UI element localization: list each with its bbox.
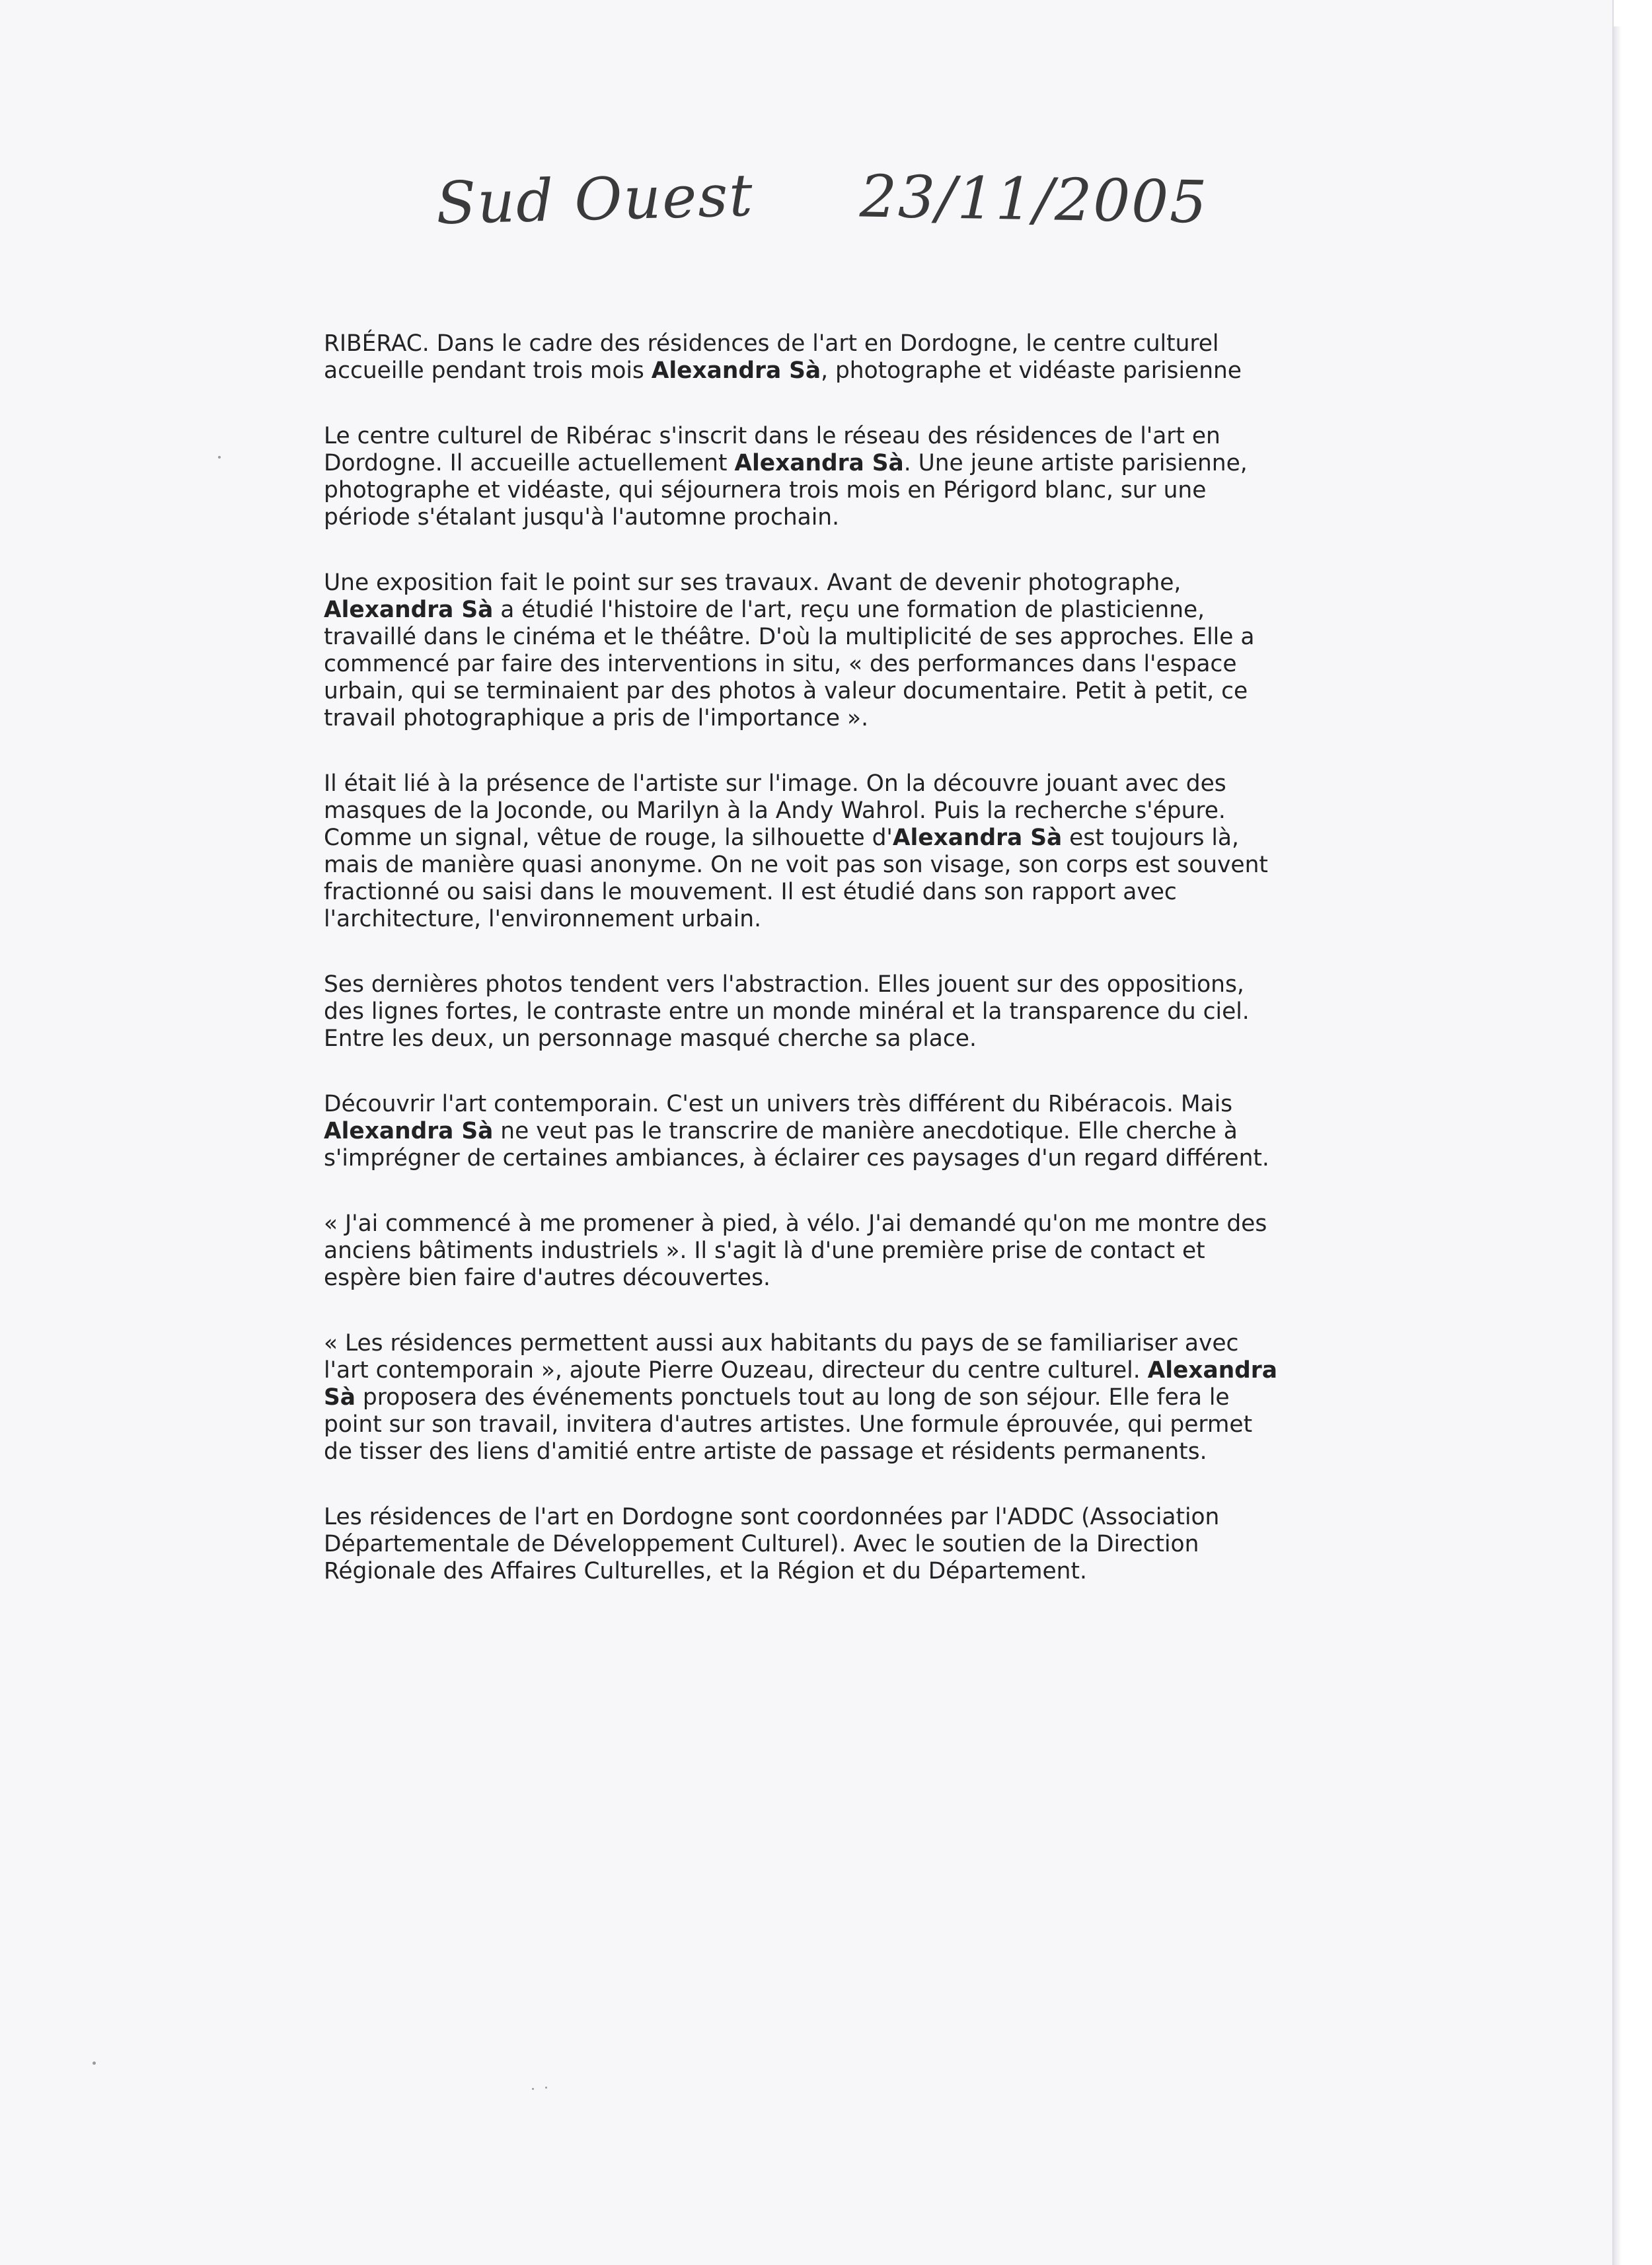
text-run: Il était lié à la présence de l'artiste sur l'image. On la découvre jouant avec des (324, 770, 1226, 797)
text-run: point sur son travail, invitera d'autres artistes. Une formule éprouvée, qui permet (324, 1411, 1253, 1438)
text-run: des lignes fortes, le contraste entre un monde minéral et la transparence du ciel. (324, 998, 1250, 1025)
text-run: Entre les deux, un personnage masqué cherche sa place. (324, 1025, 977, 1052)
text-run: travail photographique a pris de l'importance ». (324, 705, 868, 731)
text-run: anciens bâtiments industriels ». Il s'agit là d'une première prise de contact et (324, 1238, 1205, 1264)
text-run: espère bien faire d'autres découvertes. (324, 1265, 770, 1291)
text-run: l'architecture, l'environnement urbain. (324, 906, 762, 932)
text-run: Découvrir l'art contemporain. C'est un univers très différent du Ribéracois. Mais (324, 1091, 1233, 1117)
page-edge-shadow (1614, 26, 1622, 2265)
text-run: RIBÉRAC. Dans le cadre des résidences de l'art en Dordogne, le centre culturel (324, 330, 1219, 357)
text-run: Une exposition fait le point sur ses travaux. Avant de devenir photographe, (324, 570, 1182, 596)
artist-name: Alexandra Sà (651, 357, 821, 384)
text-run: fractionné ou saisi dans le mouvement. Il est étudié dans son rapport avec (324, 879, 1177, 905)
handwritten-date: 23/11/2005 (858, 162, 1209, 237)
artist-name: Alexandra (1147, 1357, 1277, 1384)
artist-name: Alexandra Sà (734, 450, 904, 476)
text-run: s'imprégner de certaines ambiances, à éclairer ces paysages d'un regard différent. (324, 1145, 1269, 1171)
text-run: l'art contemporain », ajoute Pierre Ouzeau, directeur du centre culturel. (324, 1357, 1148, 1384)
article-paragraph (324, 770, 1302, 933)
text-run: Comme un signal, vêtue de rouge, la silhouette d' (324, 825, 893, 851)
text-run: proposera des événements ponctuels tout au long de son séjour. Elle fera le (355, 1384, 1230, 1411)
article-paragraph (324, 971, 1302, 1053)
artist-name: Alexandra Sà (324, 597, 494, 623)
text-run: urbain, qui se terminaient par des photos à valeur documentaire. Petit à petit, ce (324, 678, 1248, 704)
text-run: accueille pendant trois mois (324, 357, 652, 384)
text-run: ne veut pas le transcrire de manière anecdotique. Elle cherche à (493, 1118, 1238, 1144)
text-run: a étudié l'histoire de l'art, reçu une formation de plasticienne, (493, 597, 1205, 623)
text-run: mais de manière quasi anonyme. On ne voit pas son visage, son corps est souvent (324, 852, 1268, 878)
text-run: travaillé dans le cinéma et le théâtre. D'où la multiplicité de ses approches. Elle a (324, 624, 1255, 650)
article-paragraph (324, 423, 1302, 531)
artist-name: Alexandra Sà (892, 825, 1063, 851)
text-run: Ses dernières photos tendent vers l'abstraction. Elles jouent sur des oppositions, (324, 971, 1244, 998)
artist-name: Alexandra Sà (324, 1118, 494, 1144)
handwritten-source: Sud Ouest (435, 161, 755, 238)
text-run: Les résidences de l'art en Dordogne sont coordonnées par l'ADDC (Association (324, 1504, 1220, 1530)
artist-name: Sà (324, 1384, 356, 1411)
article-paragraph (324, 1210, 1302, 1292)
text-run: « J'ai commencé à me promener à pied, à vélo. J'ai demandé qu'on me montre des (324, 1210, 1267, 1237)
scan-speck (218, 456, 221, 459)
article-paragraph (324, 1091, 1302, 1172)
text-run: photographe et vidéaste, qui séjournera trois mois en Périgord blanc, sur une (324, 477, 1207, 503)
handwritten-annotation (435, 161, 1209, 258)
scan-speck (545, 2087, 547, 2089)
text-run: masques de la Joconde, ou Marilyn à la Andy Wahrol. Puis la recherche s'épure. (324, 798, 1226, 824)
text-run: commencé par faire des interventions in situ, « des performances dans l'espace (324, 651, 1237, 677)
scan-speck (93, 2061, 96, 2065)
text-run: Dordogne. Il accueille actuellement (324, 450, 735, 476)
text-run: Départementale de Développement Culturel). Avec le soutien de la Direction (324, 1531, 1199, 1557)
text-run: Le centre culturel de Ribérac s'inscrit dans le réseau des résidences de l'art en (324, 423, 1220, 449)
article-paragraph (324, 570, 1302, 732)
text-run: est toujours là, (1062, 825, 1239, 851)
article-paragraph (324, 330, 1302, 385)
article-paragraph (324, 1330, 1302, 1466)
article-body (324, 330, 1302, 1623)
text-run: . Une jeune artiste parisienne, (903, 450, 1248, 476)
article-paragraph (324, 1504, 1302, 1585)
text-run: période s'étalant jusqu'à l'automne prochain. (324, 504, 840, 531)
text-run: Régionale des Affaires Culturelles, et la Région et du Département. (324, 1558, 1087, 1584)
scan-speck (532, 2088, 534, 2090)
text-run: de tisser des liens d'amitié entre artiste de passage et résidents permanents. (324, 1438, 1207, 1465)
text-run: « Les résidences permettent aussi aux habitants du pays de se familiariser avec (324, 1330, 1239, 1356)
text-run: , photographe et vidéaste parisienne (821, 357, 1242, 384)
